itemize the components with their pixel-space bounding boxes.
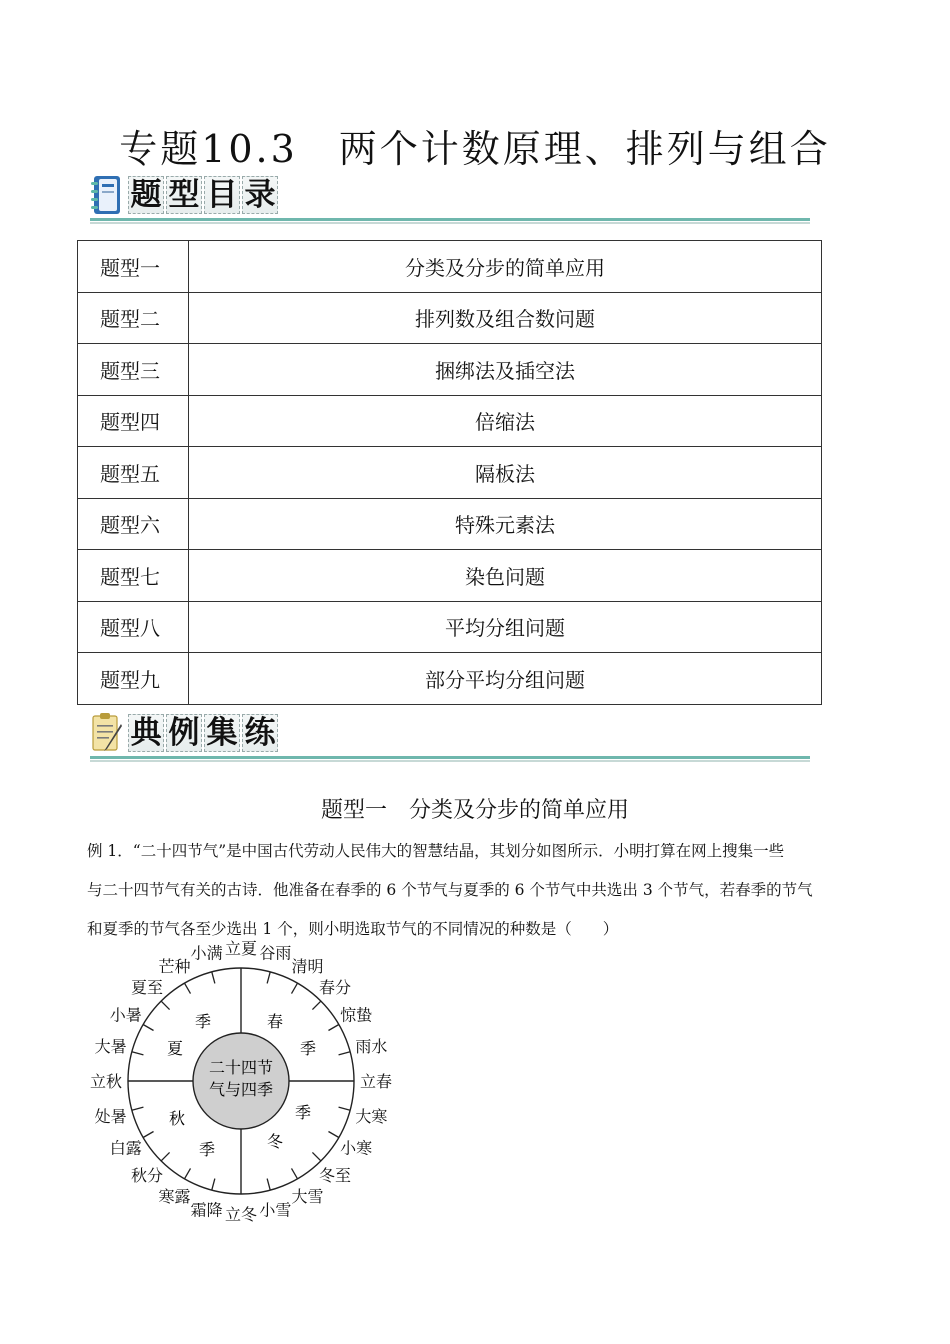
term-tick [132,1052,144,1055]
toc-topic: 倍缩法 [189,395,822,447]
term-label: 霜降 [190,1200,223,1220]
term-tick [267,972,270,984]
toc-type-label: 题型九 [78,653,189,705]
season-char: 秋 [168,1109,186,1128]
term-label: 立秋 [89,1072,123,1091]
toc-type-label: 题型五 [78,447,189,499]
toc-row [78,241,822,293]
term-tick [292,983,298,993]
toc-topic: 染色问题 [189,550,822,602]
toc-row [78,344,822,396]
term-tick [132,1107,144,1110]
season-char: 季 [294,1103,312,1122]
term-tick [161,1152,169,1160]
term-tick [212,1179,215,1191]
toc-type-label: 题型六 [78,498,189,550]
toc-type-label: 题型八 [78,601,189,653]
term-label: 立夏 [224,939,258,958]
clipboard-pen-icon [90,712,124,754]
term-tick [143,1025,153,1031]
toc-topic: 隔板法 [189,447,822,499]
term-tick [161,1001,169,1009]
term-tick [339,1052,351,1055]
term-label: 大雪 [291,1187,324,1207]
banner-char: 集 [204,714,240,752]
toc-row [78,550,822,602]
term-label: 寒露 [158,1187,191,1207]
term-label: 雨水 [355,1037,388,1057]
term-label: 小寒 [340,1138,373,1158]
banner-char: 目 [204,176,240,214]
solar-terms-diagram [80,935,410,1225]
toc-row [78,447,822,499]
term-label: 夏至 [130,977,163,997]
example-line: 例 1．“二十四节气”是中国古代劳动人民伟大的智慧结晶，其划分如图所示．小明打算在网上搜集一些 [87,842,785,860]
term-label: 春分 [319,977,352,997]
center-label: 二十四节 [208,1058,274,1077]
example-line: 和夏季的节气各至少选出 1 个，则小明选取节气的不同情况的种数是（ ） [87,920,619,938]
toc-table [77,240,822,705]
toc-row [78,292,822,344]
term-label: 处暑 [94,1106,127,1126]
term-label: 大寒 [355,1106,388,1126]
toc-type-label: 题型一 [78,241,189,293]
term-tick [328,1132,338,1138]
toc-topic: 分类及分步的简单应用 [189,241,822,293]
notebook-icon [90,174,124,216]
term-label: 秋分 [130,1166,163,1186]
term-label: 小满 [190,943,223,963]
term-tick [292,1168,298,1178]
term-tick [312,1152,320,1160]
banner-char: 录 [242,176,278,214]
toc-topic: 平均分组问题 [189,601,822,653]
term-tick [339,1107,351,1110]
toc-topic: 排列数及组合数问题 [189,292,822,344]
center-label: 气与四季 [208,1080,274,1099]
toc-row [78,653,822,705]
term-label: 立春 [359,1072,393,1091]
term-tick [328,1025,338,1031]
toc-topic: 捆绑法及插空法 [189,344,822,396]
season-char: 季 [198,1140,216,1159]
document-title: 专题10.3 两个计数原理、排列与组合 [119,127,831,171]
toc-topic: 部分平均分组问题 [189,653,822,705]
example-line: 与二十四节气有关的古诗．他准备在春季的 6 个节气与夏季的 6 个节气中共选出 3 个节气，若春季的节气 [87,881,813,899]
term-tick [212,972,215,984]
term-tick [185,1168,191,1178]
season-char: 季 [194,1012,212,1031]
section-heading: 题型一 分类及分步的简单应用 [320,798,629,823]
term-label: 白露 [109,1138,142,1158]
toc-type-label: 题型二 [78,292,189,344]
season-char: 冬 [266,1132,284,1151]
term-label: 立冬 [224,1205,258,1224]
season-char: 春 [266,1012,284,1031]
term-tick [312,1001,320,1009]
term-tick [267,1179,270,1191]
banner-char: 练 [242,714,278,752]
toc-banner [88,172,810,228]
season-char: 季 [299,1039,317,1058]
toc-type-label: 题型七 [78,550,189,602]
term-label: 小雪 [259,1200,292,1220]
examples-banner [88,710,810,766]
term-tick [143,1132,153,1138]
banner-char: 典 [128,714,164,752]
term-label: 冬至 [319,1166,352,1186]
toc-row [78,601,822,653]
banner-char: 型 [166,176,202,214]
toc-type-label: 题型四 [78,395,189,447]
season-char: 夏 [166,1039,184,1058]
term-label: 芒种 [158,956,191,976]
term-tick [185,983,191,993]
term-label: 清明 [291,956,324,976]
term-label: 谷雨 [259,943,292,963]
toc-type-label: 题型三 [78,344,189,396]
banner-char: 例 [166,714,202,752]
toc-row [78,395,822,447]
example-1-text [87,832,857,949]
term-label: 惊蛰 [340,1005,373,1025]
toc-row [78,498,822,550]
term-label: 小暑 [109,1005,142,1025]
term-label: 大暑 [94,1037,127,1057]
toc-topic: 特殊元素法 [189,498,822,550]
banner-char: 题 [128,176,164,214]
